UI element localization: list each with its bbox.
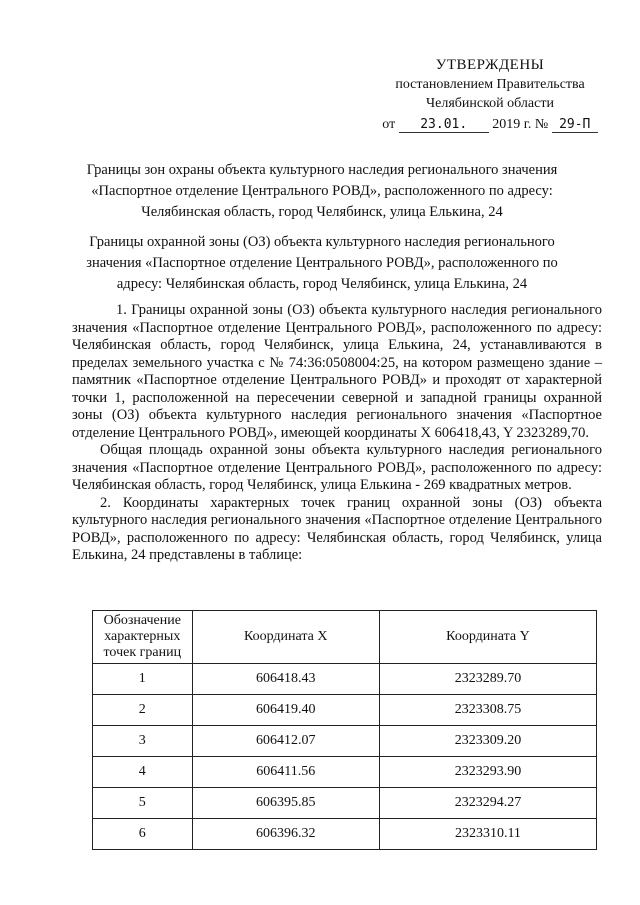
section-title-line-3: адресу: Челябинская область, город Челябинск, улица Елькина, 24 xyxy=(116,276,528,292)
coord-x: 606418.43 xyxy=(192,664,379,695)
point-id: 5 xyxy=(93,788,193,819)
coord-x: 606419.40 xyxy=(192,695,379,726)
document-title xyxy=(62,160,582,223)
point-id: 3 xyxy=(93,726,193,757)
date-prefix: от xyxy=(382,117,396,132)
header-y: Координата Y xyxy=(379,611,596,664)
table-row xyxy=(93,664,597,695)
year-text: 2019 г. № xyxy=(492,117,549,132)
title-line-2: «Паспортное отделение Центрального РОВД», расположенного по адресу: xyxy=(91,183,553,199)
header-point: Обозначение характерных точек границ xyxy=(93,611,193,664)
coord-x: 606411.56 xyxy=(192,757,379,788)
table-header-row xyxy=(93,611,597,664)
table-row xyxy=(93,695,597,726)
coord-y: 2323293.90 xyxy=(379,757,596,788)
section-title xyxy=(62,232,582,295)
coord-y: 2323308.75 xyxy=(379,695,596,726)
point-id: 1 xyxy=(93,664,193,695)
title-line-3: Челябинская область, город Челябинск, улица Елькина, 24 xyxy=(141,204,503,220)
paragraph-area: Общая площадь охранной зоны объекта культурного наследия регионального значения «Паспортное отделение Центрального РОВД», расположенного по адресу: Челябинская область, город Челябинск, улица Елькина - 269 квадратных метров. xyxy=(72,442,602,493)
coordinates-table xyxy=(92,610,597,850)
coord-y: 2323310.11 xyxy=(379,819,596,850)
coord-y: 2323309.20 xyxy=(379,726,596,757)
coord-x: 606395.85 xyxy=(192,788,379,819)
point-id: 6 xyxy=(93,819,193,850)
approval-block xyxy=(360,56,620,134)
coord-y: 2323289.70 xyxy=(379,664,596,695)
title-line-1: Границы зон охраны объекта культурного наследия регионального значения xyxy=(86,162,558,178)
approval-line-region: Челябинской области xyxy=(426,96,554,111)
coord-x: 606412.07 xyxy=(192,726,379,757)
approved-heading: УТВЕРЖДЕНЫ xyxy=(435,57,545,73)
section-title-line-2: значения «Паспортное отделение Центрального РОВД», расположенного по xyxy=(86,255,558,271)
paragraph-1: 1. Границы охранной зоны (ОЗ) объекта культурного наследия регионального значения «Паспортное отделение Центрального РОВД», расположенного по адресу: Челябинская область, город Челябинск, улица Елькина, 24, устанавливаются в пределах земельного участка с № 74:36:0508004:25, на котором размещено здание – памятник «Паспортное отделение Центрального РОВД» и проходят от характерной точки 1, расположенной на пересечении северной и западной границы охранной зоны (ОЗ) объекта культурного наследия регионального значения «Паспортное отделение Центрального РОВД», имеющей координаты X 606418,43, Y 2323289,70. xyxy=(72,302,602,441)
coord-y: 2323294.27 xyxy=(379,788,596,819)
approval-line-government: постановлением Правительства xyxy=(395,77,585,92)
resolution-number: 29-П xyxy=(552,118,598,133)
table-row xyxy=(93,819,597,850)
section-title-line-1: Границы охранной зоны (ОЗ) объекта культурного наследия регионального xyxy=(89,234,555,250)
resolution-date: 23.01. xyxy=(399,118,489,133)
table-row xyxy=(93,726,597,757)
header-x: Координата X xyxy=(192,611,379,664)
paragraph-2: 2. Координаты характерных точек границ охранной зоны (ОЗ) объекта культурного наследия регионального значения «Паспортное отделение Центрального РОВД», расположенного по адресу: Челябинская область, город Челябинск, улица Елькина, 24 представлены в таблице: xyxy=(72,494,602,563)
point-id: 2 xyxy=(93,695,193,726)
point-id: 4 xyxy=(93,757,193,788)
body-text xyxy=(72,302,602,565)
table-row xyxy=(93,788,597,819)
table-row xyxy=(93,757,597,788)
approval-dateline xyxy=(360,115,620,134)
coord-x: 606396.32 xyxy=(192,819,379,850)
